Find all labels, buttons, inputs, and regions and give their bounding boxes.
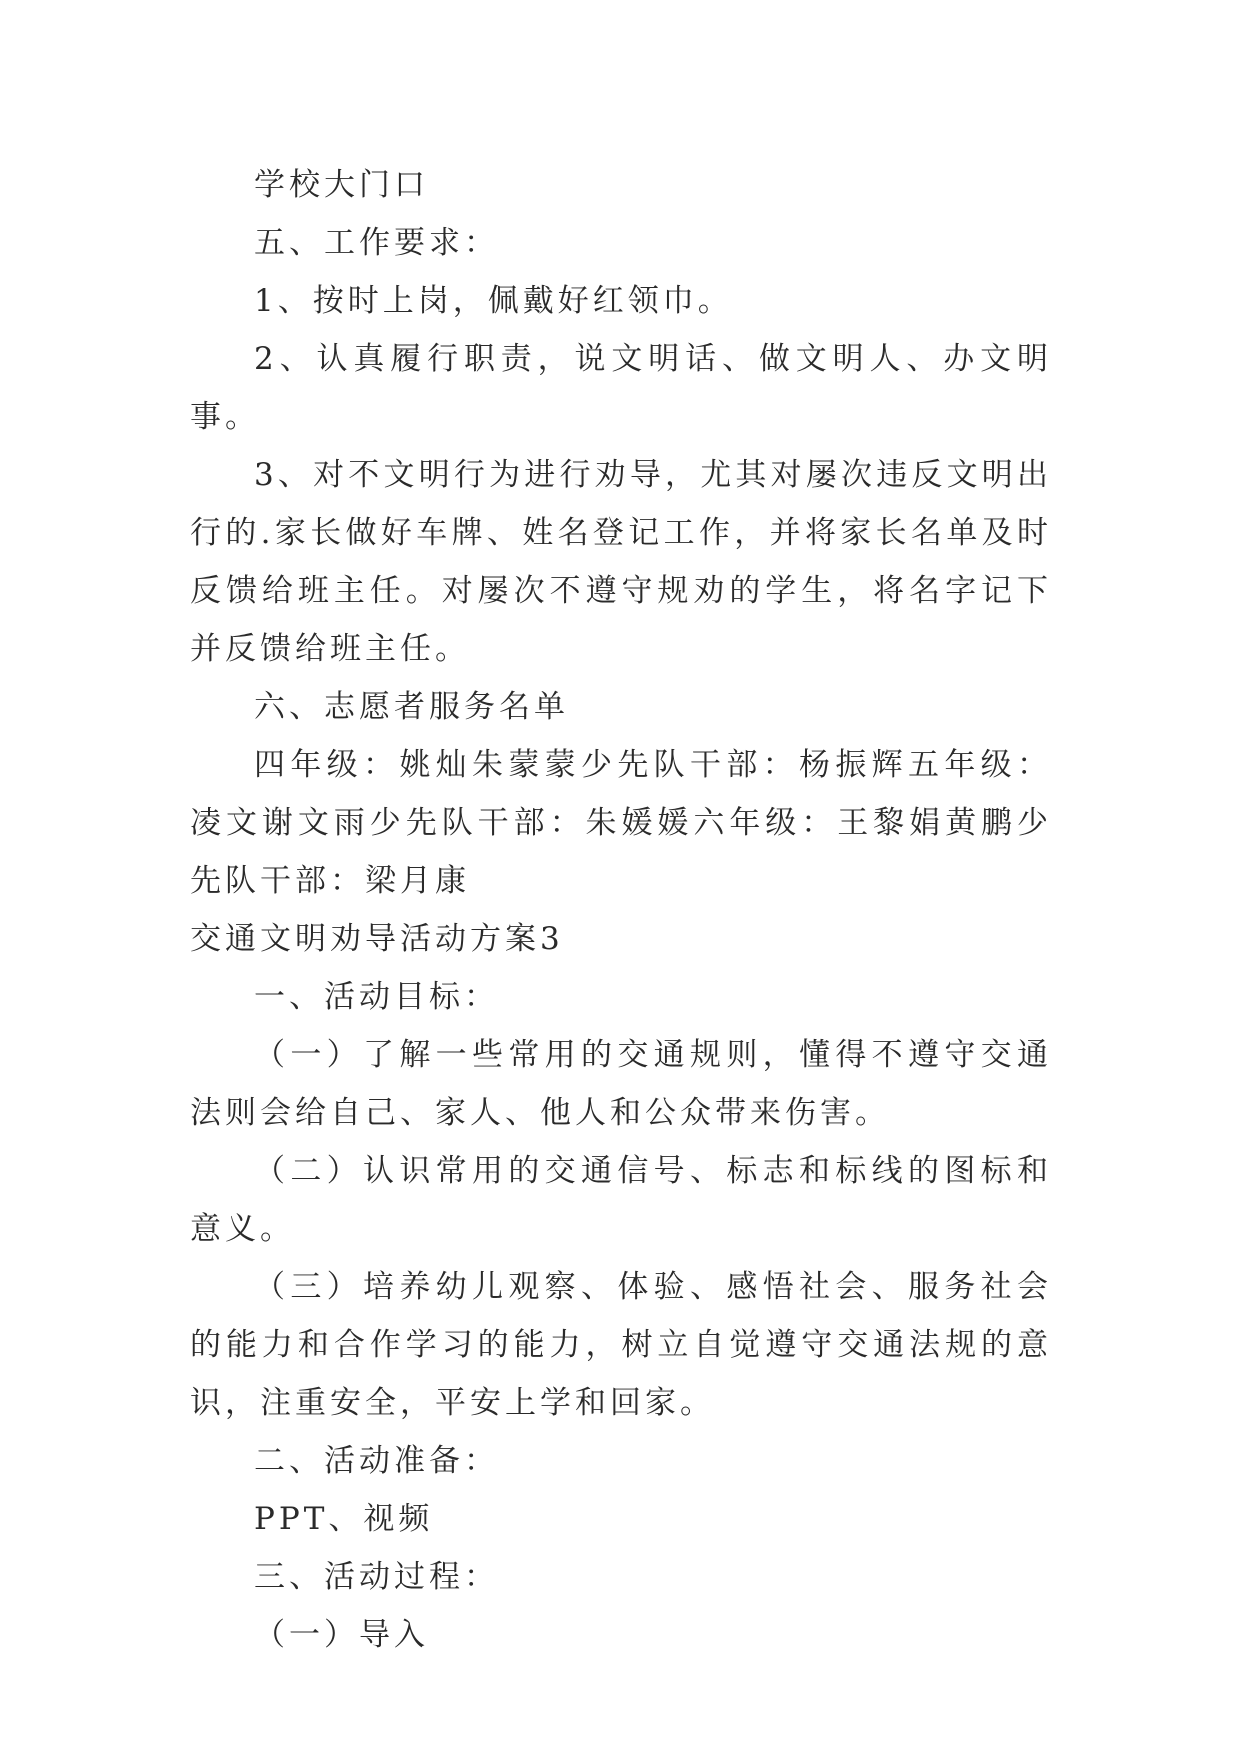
list-item-1: 1、按时上岗，佩戴好红领巾。 — [254, 283, 733, 319]
heading-work-requirements: 五、工作要求： — [254, 225, 499, 261]
section-title-plan-3: 交通文明劝导活动方案3 — [190, 921, 564, 957]
paragraph-location: 学校大门口 — [254, 167, 429, 203]
goal-item-3: （三）培养幼儿观察、体验、感悟社会、服务社会的能力和合作学习的能力，树立自觉遵守交通法规的意识，注重安全，平安上学和回家。 — [190, 1269, 1052, 1421]
document-body — [190, 156, 1052, 1664]
heading-activity-preparation: 二、活动准备： — [254, 1443, 499, 1479]
list-item-3: 3、对不文明行为进行劝导，尤其对屡次违反文明出行的.家长做好车牌、姓名登记工作，并将家长名单及时反馈给班主任。对屡次不遵守规劝的学生，将名字记下并反馈给班主任。 — [190, 457, 1052, 667]
paragraph-volunteer-names: 四年级：姚灿朱蒙蒙少先队干部：杨振辉五年级：凌文谢文雨少先队干部：朱媛媛六年级：王黎娟黄鹏少先队干部：梁月康 — [190, 747, 1052, 899]
process-item-intro: （一）导入 — [254, 1617, 429, 1653]
goal-item-1: （一）了解一些常用的交通规则，懂得不遵守交通法则会给自己、家人、他人和公众带来伤害。 — [190, 1037, 1052, 1131]
heading-activity-goals: 一、活动目标： — [254, 979, 499, 1015]
list-item-2: 2、认真履行职责，说文明话、做文明人、办文明事。 — [190, 341, 1052, 435]
heading-activity-process: 三、活动过程： — [254, 1559, 499, 1595]
heading-volunteer-list: 六、志愿者服务名单 — [254, 689, 569, 725]
goal-item-2: （二）认识常用的交通信号、标志和标线的图标和意义。 — [190, 1153, 1052, 1247]
paragraph-materials: PPT、视频 — [254, 1501, 434, 1537]
